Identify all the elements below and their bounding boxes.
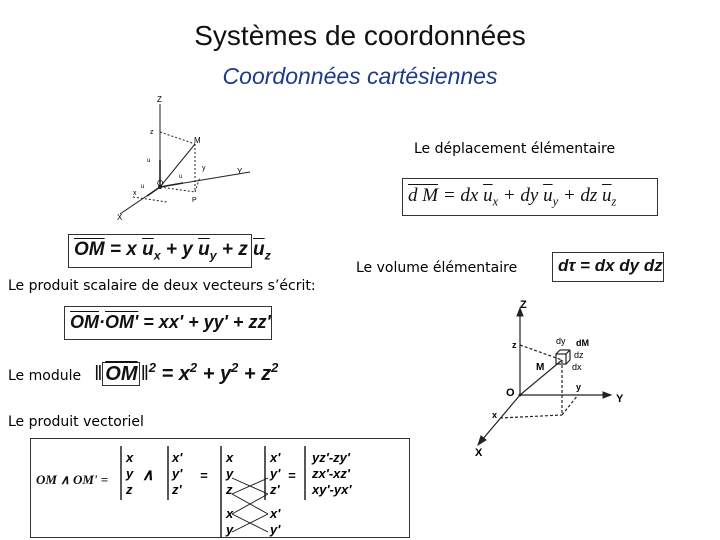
vect-c3-2: z	[226, 482, 233, 497]
vect-c4-3: x'	[270, 506, 281, 521]
vect-eq1: =	[200, 468, 208, 483]
om-formula: $\overline{OM} = x$ $\overline{u}_x + y$ $\overline{u}_y + z$ $\overline{u}_z$	[74, 239, 271, 263]
produit-scalaire-label: Le produit scalaire de deux vecteurs s’écrit:	[8, 278, 316, 294]
right-axis-Z: Z	[520, 300, 527, 311]
vect-c3-3: x	[226, 506, 234, 521]
vect-c3-0: x	[226, 450, 234, 465]
left-unit-uz: u	[147, 158, 151, 164]
vect-r-1: zx'-xz'	[312, 466, 350, 481]
vectoriel-lhs: OM ∧ OM' =	[36, 472, 109, 487]
left-tick-z: z	[150, 129, 154, 136]
left-unit-ux: u	[141, 184, 145, 190]
left-point-P: P	[192, 197, 197, 204]
dtau-formula: dτ = dx dy dz	[558, 256, 663, 275]
vect-c1-0: x	[126, 450, 134, 465]
left-tick-x: x	[133, 190, 137, 197]
left-axis-Z: Z	[157, 95, 162, 104]
dm-formula: d M = dx $\overline{u}_x$ + dy $\overline{u}_y$ + dz $\overline{u}_z$	[408, 185, 617, 209]
right-tick-x: x	[492, 410, 498, 420]
vect-c1-1: y	[126, 466, 134, 481]
page-title: Systèmes de coordonnées	[194, 20, 526, 51]
cartesian-diagram-left	[105, 92, 265, 222]
cartesian-diagram-right	[470, 300, 640, 460]
right-axis-Y: Y	[616, 393, 624, 405]
vect-wedge: ∧	[142, 467, 154, 484]
volume-label: Le volume élémentaire	[356, 260, 518, 276]
right-dx: dx	[572, 362, 582, 372]
vect-c2-1: y'	[172, 466, 183, 481]
left-axis-X: X	[117, 213, 123, 222]
right-tick-y: y	[576, 382, 582, 392]
right-dy: dy	[556, 336, 566, 346]
left-point-M: M	[194, 136, 201, 145]
right-tick-z: z	[512, 340, 517, 350]
right-origin-O: O	[506, 387, 515, 399]
page-subtitle: Coordonnées cartésiennes	[222, 63, 498, 89]
left-tick-y: y	[202, 165, 206, 172]
module-formula: ‖ $\overline{OM}$ ‖$^2$ = $x^2 + y^2 + z^2$	[94, 360, 279, 385]
vectoriel-matrix	[118, 442, 408, 538]
vect-c3-4: y	[226, 522, 234, 537]
vect-c4-0: x'	[270, 450, 281, 465]
left-axis-Y: Y	[237, 167, 243, 176]
vect-c4-2: z'	[270, 482, 280, 497]
left-unit-uy: u	[179, 174, 183, 180]
produit-vectoriel-label: Le produit vectoriel	[8, 414, 144, 430]
vect-r-2: xy'-yx'	[312, 482, 352, 497]
right-point-M: M	[536, 362, 545, 373]
right-dM: dM	[576, 338, 589, 348]
vect-r-0: yz'-zy'	[312, 450, 350, 465]
right-dz: dz	[574, 350, 584, 360]
right-axis-X: X	[475, 447, 483, 459]
vect-c2-2: z'	[172, 482, 182, 497]
vect-c1-2: z	[126, 482, 133, 497]
vect-c3-1: y	[226, 466, 234, 481]
left-origin-O: O	[157, 179, 164, 188]
vect-c4-1: y'	[270, 466, 281, 481]
vect-eq2: =	[288, 468, 296, 483]
deplacement-label: Le déplacement élémentaire	[414, 141, 616, 157]
vect-c2-0: x'	[172, 450, 183, 465]
vect-c4-4: y'	[270, 522, 281, 537]
scalar-formula: $\overline{OM}\cdot OM' = xx' + yy' + zz'$	[70, 312, 271, 332]
module-label: Le module	[8, 368, 82, 384]
